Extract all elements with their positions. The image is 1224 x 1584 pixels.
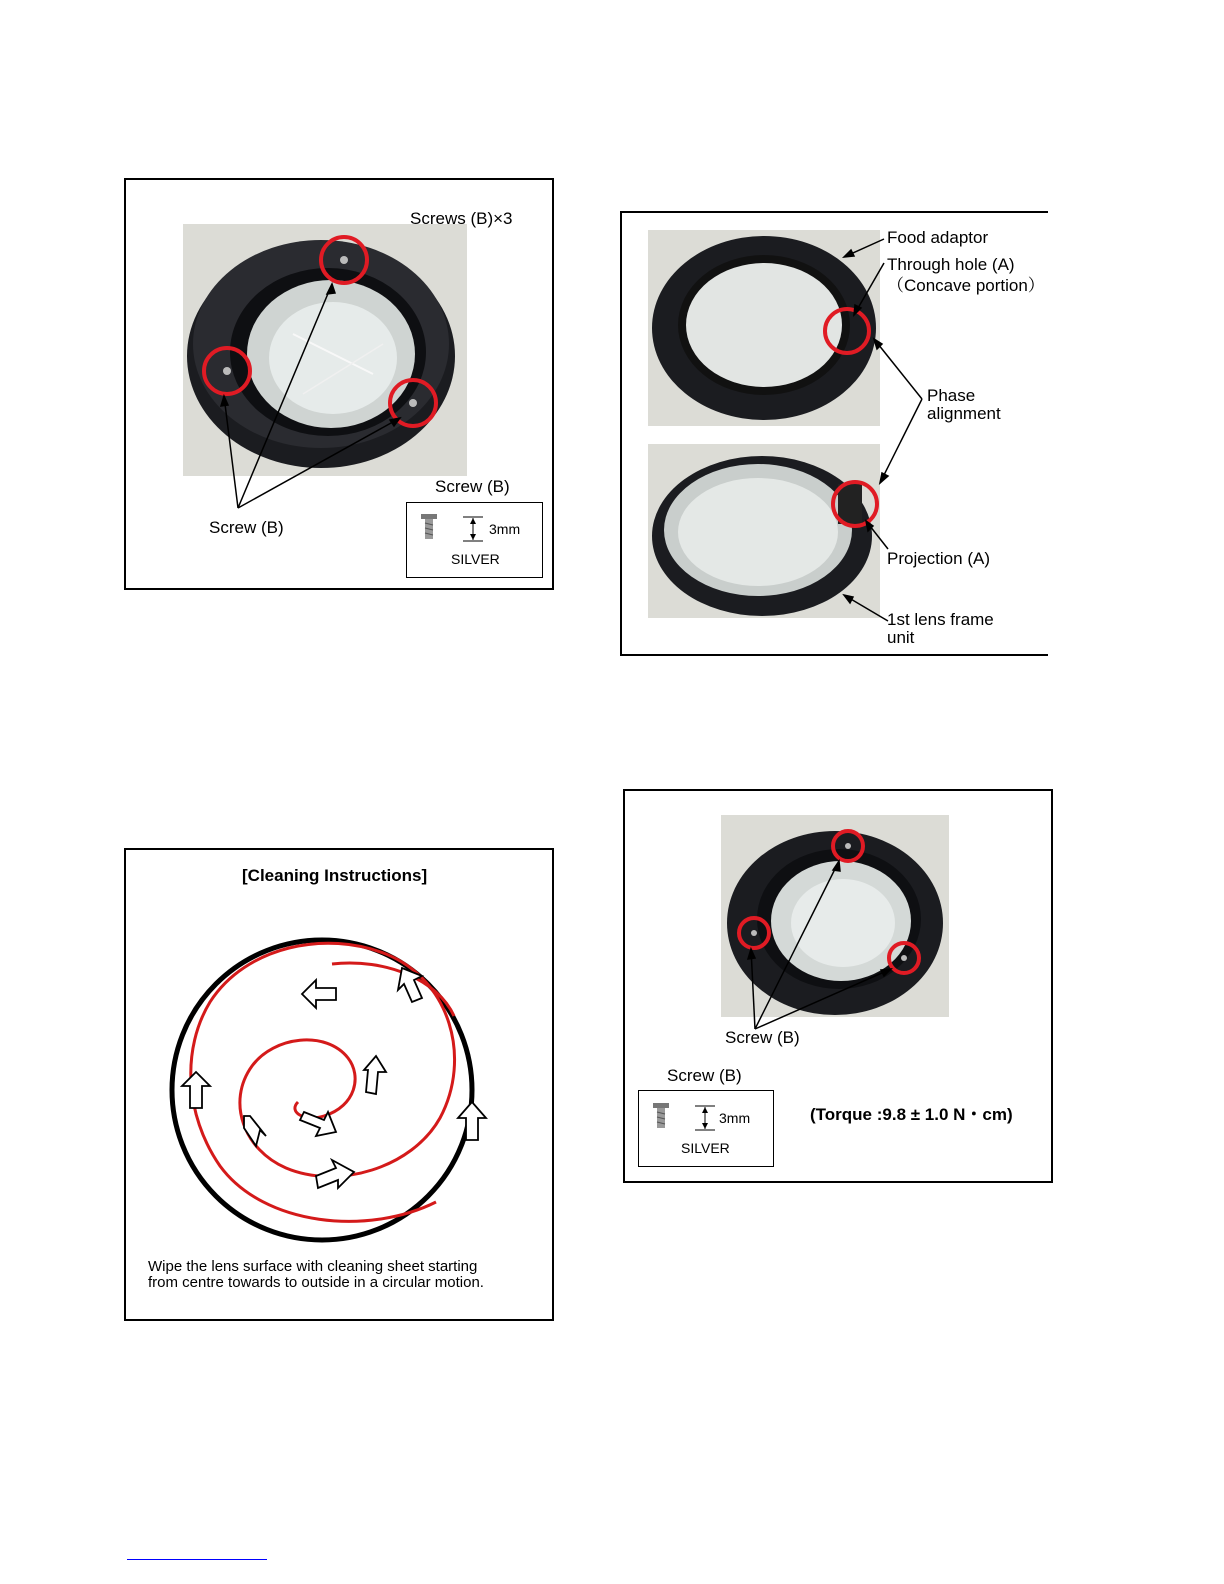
- food-adaptor-label: Food adaptor: [887, 228, 989, 247]
- arrow-icon: [300, 1112, 336, 1136]
- projection-highlight: [833, 482, 877, 526]
- footer-link-underline: [127, 1559, 267, 1560]
- arrow-icon: [244, 1116, 266, 1146]
- screw-spec-title: Screw (B): [435, 477, 510, 496]
- through-hole-label: Through hole (A): [887, 255, 1015, 274]
- screw-length: 3mm: [489, 521, 521, 537]
- screw-finish-2: SILVER: [681, 1140, 730, 1156]
- screw-icon: [407, 503, 544, 579]
- screw-b-label: Screw (B): [209, 518, 284, 537]
- arrow-icon: [364, 1056, 386, 1094]
- screw-finish: SILVER: [451, 551, 500, 567]
- projection-label: Projection (A): [887, 549, 990, 568]
- screw-removal-panel: [124, 178, 554, 590]
- cleaning-spiral-diagram: [126, 850, 556, 1323]
- screw-install-panel: [623, 789, 1053, 1183]
- phase-label-line2: alignment: [927, 404, 1001, 423]
- phase-label-line1: Phase: [927, 386, 976, 405]
- cleaning-instructions-panel: [124, 848, 554, 1321]
- concave-portion-label: （Concave portion）: [887, 276, 1045, 295]
- screw-b-label-2: Screw (B): [725, 1028, 800, 1047]
- screw-length-2: 3mm: [719, 1110, 751, 1126]
- screw-spec-box: [406, 502, 543, 578]
- torque-spec: (Torque :9.8 ± 1.0 N・cm): [810, 1105, 1013, 1124]
- arrow-icon: [182, 1072, 210, 1108]
- lens-frame-label-line1: 1st lens frame: [887, 610, 994, 629]
- screw-spec-box-2: [638, 1090, 774, 1167]
- arrow-icon: [458, 1102, 486, 1140]
- screws-count-label: Screws (B)×3: [410, 209, 513, 228]
- arrow-icon: [316, 1160, 354, 1188]
- phase-alignment-panel: [620, 211, 1048, 656]
- screw-spec-title-2: Screw (B): [667, 1066, 742, 1085]
- screw-icon: [639, 1091, 775, 1168]
- cleaning-caption-line2: from centre towards to outside in a circular motion.: [148, 1274, 484, 1291]
- cleaning-instructions-title: [Cleaning Instructions]: [242, 866, 428, 885]
- callout-arrows: [221, 284, 400, 508]
- arrow-icon: [302, 980, 336, 1008]
- through-hole-highlight: [825, 309, 869, 353]
- lens-frame-label-line2: unit: [887, 628, 915, 647]
- cleaning-caption-line1: Wipe the lens surface with cleaning sheet starting: [148, 1258, 478, 1275]
